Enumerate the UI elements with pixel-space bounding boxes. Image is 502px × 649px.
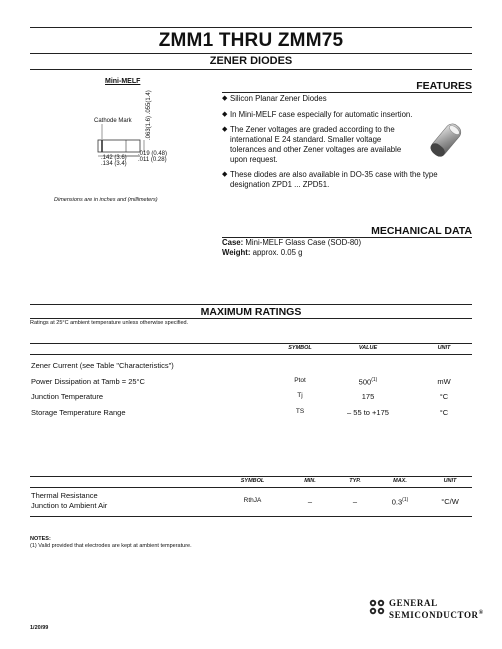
col-header-value: VALUE bbox=[358, 345, 378, 351]
value-junction-temp: 175 bbox=[361, 392, 375, 401]
col-header-symbol: SYMBOL bbox=[288, 345, 312, 351]
thermal-header-rule bbox=[30, 487, 472, 488]
case-line: Case: Mini-MELF Glass Case (SOD-80) bbox=[222, 238, 362, 247]
ratings-header-rule bbox=[30, 354, 472, 355]
ratings-heading-rule bbox=[30, 318, 472, 319]
dim-diameter: .063(1.6) .055(1.4) bbox=[146, 90, 152, 140]
thermal-unit: °C/W bbox=[441, 497, 459, 506]
bullet-icon: ◆ bbox=[222, 111, 228, 118]
thermal-col-typ: TYP. bbox=[349, 478, 361, 484]
thermal-table-top bbox=[30, 476, 472, 477]
features-rule bbox=[222, 92, 472, 93]
dim-length-min: .134 (3.4) bbox=[101, 161, 127, 167]
bullet-icon: ◆ bbox=[222, 171, 228, 178]
unit-junction-temp: °C bbox=[439, 392, 449, 401]
gs-logo-icon bbox=[368, 598, 386, 616]
value-power: 500$^{(1)}$ bbox=[358, 377, 378, 387]
diode-photo-icon bbox=[424, 118, 468, 162]
symbol-power: Ptot bbox=[294, 377, 306, 384]
thermal-max: 0.3$^{(1)}$ bbox=[391, 497, 409, 507]
top-rule bbox=[30, 27, 472, 28]
company-logo-text: GENERAL SEMICONDUCTOR® bbox=[389, 598, 484, 620]
subtitle-rule bbox=[30, 69, 472, 70]
ratings-top-rule bbox=[30, 304, 472, 305]
dim-length-max: .142 (3.6) bbox=[101, 155, 127, 161]
title-rule bbox=[30, 53, 472, 54]
thermal-symbol: RthJA bbox=[243, 497, 262, 504]
bullet-icon: ◆ bbox=[222, 95, 228, 102]
page-subtitle: ZENER DIODES bbox=[209, 55, 293, 67]
page-title: ZMM1 THRU ZMM75 bbox=[158, 30, 344, 51]
ratings-heading: MAXIMUM RATINGS bbox=[200, 306, 302, 318]
dimension-note: Dimensions are in inches and (millimeters) bbox=[54, 197, 158, 203]
unit-power: mW bbox=[437, 377, 451, 386]
thermal-min: – bbox=[307, 497, 313, 506]
cathode-label: Cathode Mark bbox=[94, 118, 132, 124]
thermal-col-symbol: SYMBOL bbox=[240, 478, 265, 484]
param-power: Power Dissipation at Tamb = 25°C bbox=[31, 377, 145, 386]
mechanical-heading: MECHANICAL DATA bbox=[371, 225, 472, 237]
bullet-icon: ◆ bbox=[222, 126, 228, 133]
ratings-table-top bbox=[30, 343, 472, 344]
thermal-col-max: MAX. bbox=[393, 478, 407, 484]
note-item: (1) Valid provided that electrodes are kept at ambient temperature. bbox=[30, 543, 192, 549]
footer-date: 1/20/99 bbox=[30, 625, 49, 631]
thermal-typ: – bbox=[352, 497, 358, 506]
value-storage-temp: – 55 to +175 bbox=[347, 408, 389, 417]
dim-end-min: .011 (0.28) bbox=[138, 157, 167, 163]
notes-heading: NOTES: bbox=[30, 536, 51, 542]
thermal-col-min: MIN. bbox=[304, 478, 316, 484]
param-junction-temp: Junction Temperature bbox=[31, 392, 103, 401]
features-heading: FEATURES bbox=[416, 80, 472, 92]
symbol-junction-temp: Tj bbox=[297, 392, 303, 399]
col-header-unit: UNIT bbox=[437, 345, 451, 351]
package-name: Mini-MELF bbox=[105, 78, 141, 85]
ratings-note: Ratings at 25°C ambient temperature unless otherwise specified. bbox=[30, 320, 189, 326]
package-body bbox=[98, 140, 140, 152]
thermal-param: Thermal Resistance Junction to Ambient Air bbox=[31, 491, 108, 510]
thermal-col-unit: UNIT bbox=[443, 478, 457, 484]
thermal-table-bottom bbox=[30, 516, 472, 517]
param-storage-temp: Storage Temperature Range bbox=[31, 408, 126, 417]
dim-end-max: .019 (0.48) bbox=[138, 151, 168, 157]
symbol-storage-temp: TS bbox=[295, 408, 305, 415]
param-zener-current: Zener Current (see Table "Characteristics") bbox=[31, 361, 174, 370]
unit-storage-temp: °C bbox=[439, 408, 449, 417]
weight-line: Weight: approx. 0.05 g bbox=[222, 248, 303, 257]
